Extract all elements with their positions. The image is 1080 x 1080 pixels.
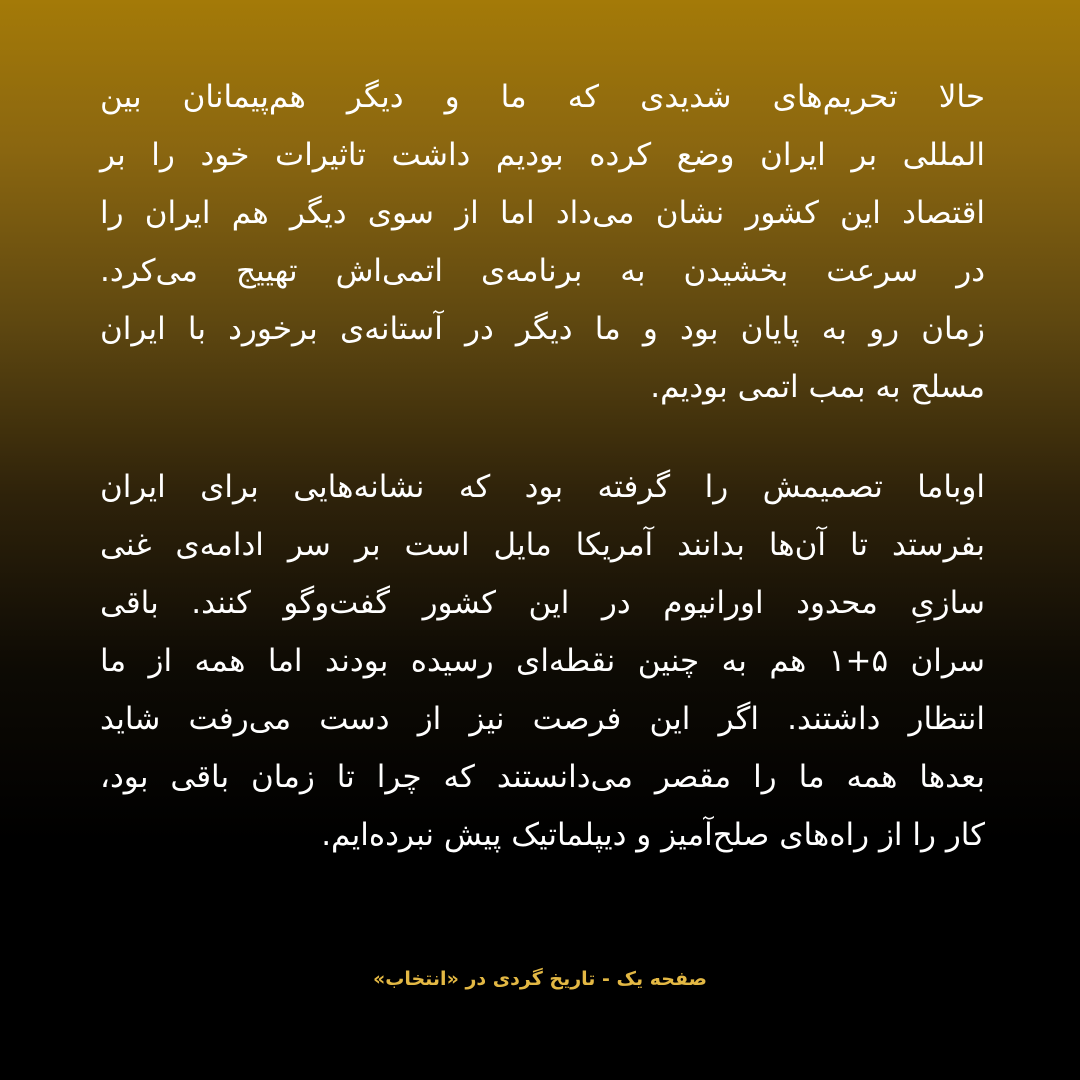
paragraph-1 [100, 68, 985, 416]
text-line: بعدها همه ما را مقصر می‌دانستند که چرا تا زمان باقی بود، [100, 759, 985, 795]
text-line: سران ۵+۱ هم به چنین نقطه‌ای رسیده بودند اما همه از ما [100, 643, 986, 679]
text-line: اقتصاد این کشور نشان می‌داد اما از سوی دیگر هم ایران را [100, 195, 985, 231]
text-line: مسلح به بمب اتمی بودیم. [650, 369, 985, 405]
text-line: حالا تحریم‌های شدیدی که ما و دیگر هم‌پیمانان بین [100, 79, 985, 115]
text-line: سازیِ محدود اورانیوم در این کشور گفت‌وگو کنند. باقی [100, 585, 985, 621]
text-line: بفرستد تا آن‌ها بدانند آمریکا مایل است بر سر ادامه‌ی غنی [100, 527, 985, 563]
text-line: در سرعت بخشیدن به برنامه‌ی اتمی‌اش تهییج می‌کرد. [100, 253, 985, 289]
text-line: المللی بر ایران وضع کرده بودیم داشت تاثیرات خود را بر [100, 137, 985, 173]
page-footer: صفحه یک - تاریخ گردی در «انتخاب» [372, 968, 708, 990]
text-line: کار را از راه‌های صلح‌آمیز و دیپلماتیک پیش نبرده‌ایم. [321, 817, 985, 853]
text-line: زمان رو به پایان بود و ما دیگر در آستانه‌ی برخورد با ایران [100, 311, 985, 347]
paragraph-2 [100, 458, 985, 864]
text-line: اوباما تصمیمش را گرفته بود که نشانه‌هایی برای ایران [100, 469, 985, 505]
text-line: انتظار داشتند. اگر این فرصت نیز از دست می‌رفت شاید [100, 701, 985, 737]
